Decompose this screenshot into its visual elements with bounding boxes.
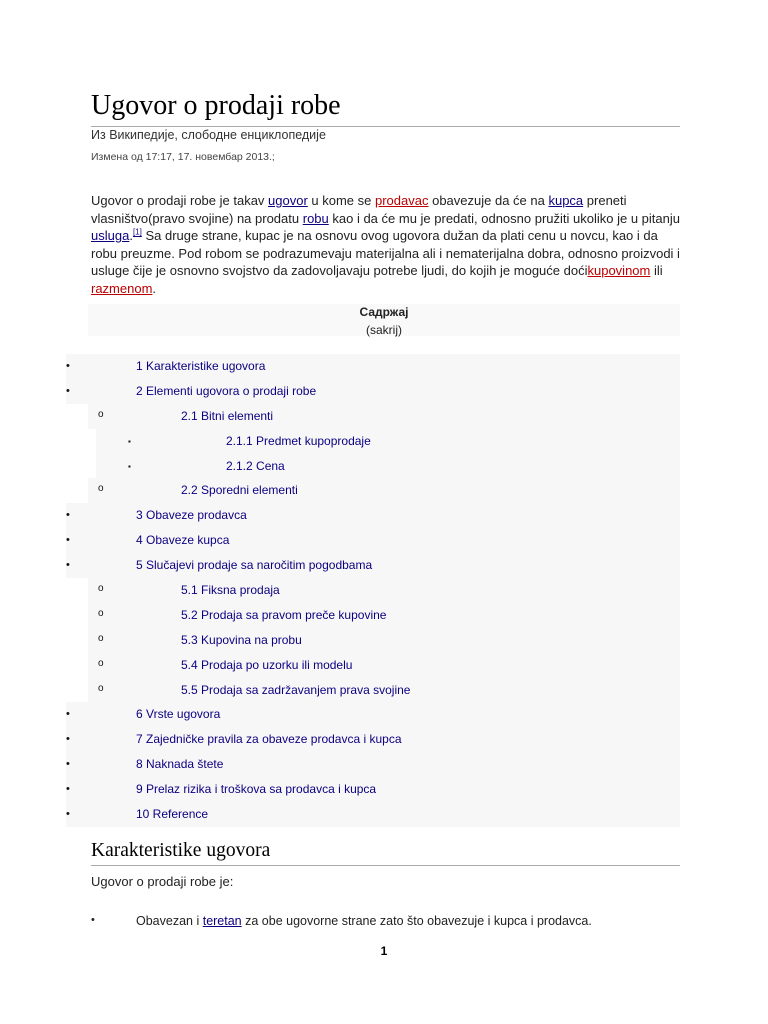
bullet-disc: • bbox=[66, 708, 70, 721]
toc-link[interactable]: 4 Obaveze kupca bbox=[136, 533, 230, 548]
page-title: Ugovor o prodaji robe bbox=[91, 90, 341, 121]
toc-item bbox=[0, 777, 768, 802]
toc-item bbox=[0, 603, 768, 628]
link-razmenom[interactable]: razmenom bbox=[91, 280, 153, 296]
toc-item bbox=[0, 553, 768, 578]
toc-item bbox=[0, 503, 768, 528]
toc-list bbox=[0, 354, 768, 827]
bullet-circle: o bbox=[98, 657, 104, 669]
bullet-disc: • bbox=[66, 509, 70, 522]
toc-item bbox=[0, 752, 768, 777]
page-subtitle: Из Википедије, слободне енциклопедије bbox=[91, 128, 326, 142]
page-number: 1 bbox=[380, 944, 388, 958]
toc-link[interactable]: 7 Zajedničke pravila za obaveze prodavca i kupca bbox=[136, 732, 402, 747]
toc-item bbox=[0, 454, 768, 479]
toc-link[interactable]: 2.1 Bitni elementi bbox=[181, 408, 274, 423]
bullet-square: ▪ bbox=[128, 436, 131, 446]
link-ugovor[interactable]: ugovor bbox=[268, 193, 308, 208]
toc-link[interactable]: 5.1 Fiksna prodaja bbox=[181, 583, 280, 598]
toc-item bbox=[0, 727, 768, 752]
list-item-text-part: Obavezan i bbox=[136, 914, 203, 928]
toc-link[interactable]: 2.1.2 Cena bbox=[226, 458, 285, 473]
toc-item bbox=[0, 404, 768, 429]
toc-link[interactable]: 2.2 Sporedni elementi bbox=[181, 483, 298, 498]
toc-link[interactable]: 5 Slučajevi prodaje sa naročitim pogodbama bbox=[136, 558, 373, 573]
bullet-circle: o bbox=[98, 483, 104, 495]
intro-text: u kome se bbox=[307, 193, 375, 208]
bullet-disc: • bbox=[66, 384, 70, 397]
bullet-disc: • bbox=[66, 733, 70, 746]
toc-item bbox=[0, 354, 768, 379]
toc-item bbox=[0, 578, 768, 603]
toc-link[interactable]: 9 Prelaz rizika i troškova sa prodavca i kupca bbox=[136, 782, 377, 797]
section-divider bbox=[91, 865, 680, 866]
revision-note: Измена од 17:17, 17. новембар 2013.; bbox=[91, 151, 275, 163]
intro-text: Ugovor o prodaji robe je takav bbox=[91, 193, 269, 208]
intro-text: Sa druge strane, kupac je na osnovu ovog ugovora dužan da plati cenu u novcu, kao i da robu preuzme. Pod robom se podrazumevaju materijalna ali i nematerijalna dobra, odnosno proizvodi i usluge čije je osnovno svojstvo da zadovoljavaju potrebe ljudi, do kojih je moguće doći bbox=[91, 228, 680, 279]
bullet-square: ▪ bbox=[128, 461, 131, 471]
toc-hide-toggle[interactable]: (sakrij) bbox=[366, 323, 402, 337]
list-item-text bbox=[136, 914, 592, 928]
intro-text: kao i da će mu je predati, odnosno pružiti ukoliko je u pitanju bbox=[328, 210, 680, 226]
link-prodavac[interactable]: prodavac bbox=[375, 193, 429, 208]
bullet-circle: o bbox=[98, 583, 104, 595]
toc-item bbox=[0, 478, 768, 503]
toc-link[interactable]: 8 Naknada štete bbox=[136, 757, 224, 772]
toc-title: Садржај bbox=[359, 305, 409, 319]
toc-link[interactable]: 1 Karakteristike ugovora bbox=[136, 359, 266, 373]
toc-link[interactable]: 5.4 Prodaja po uzorku ili modelu bbox=[181, 657, 353, 672]
bullet-circle: o bbox=[98, 408, 104, 420]
toc-item bbox=[0, 653, 768, 678]
toc-link[interactable]: 2.1.1 Predmet kupoprodaje bbox=[226, 433, 371, 448]
toc-link[interactable]: 6 Vrste ugovora bbox=[136, 707, 221, 722]
toc-link[interactable]: 10 Reference bbox=[136, 807, 209, 822]
bullet-disc: • bbox=[91, 914, 95, 926]
link-teretan[interactable]: teretan bbox=[202, 914, 242, 928]
toc-link[interactable]: 5.5 Prodaja sa zadržavanjem prava svojine bbox=[181, 682, 411, 697]
toc-item bbox=[0, 702, 768, 727]
link-kupca[interactable]: kupca bbox=[548, 193, 584, 208]
toc-link[interactable]: 2 Elementi ugovora o prodaji robe bbox=[136, 383, 317, 398]
bullet-disc: • bbox=[66, 534, 70, 547]
section-heading: Karakteristike ugovora bbox=[91, 840, 271, 861]
bullet-disc: • bbox=[66, 808, 70, 821]
toc-link[interactable]: 5.2 Prodaja sa pravom preče kupovine bbox=[181, 607, 387, 622]
link-kupovinom[interactable]: kupovinom bbox=[587, 263, 651, 279]
intro-paragraph bbox=[91, 192, 680, 298]
toc-link[interactable]: 3 Obaveze prodavca bbox=[136, 508, 247, 523]
intro-text: preneti vlasništvo(pravo svojine) na prodatu bbox=[91, 193, 627, 226]
section-intro: Ugovor o prodaji robe je: bbox=[91, 874, 234, 889]
reference-link[interactable]: [1] bbox=[132, 227, 142, 237]
toc-link[interactable]: 5.3 Kupovina na probu bbox=[181, 632, 302, 647]
intro-text: . bbox=[129, 228, 133, 244]
link-robu[interactable]: robu bbox=[302, 210, 329, 226]
intro-text: . bbox=[152, 280, 157, 296]
bullet-circle: o bbox=[98, 607, 104, 619]
intro-text: ili bbox=[650, 263, 663, 279]
bullet-circle: o bbox=[98, 682, 104, 694]
list-item-text-part: za obe ugovorne strane zato što obavezuje i kupca i prodavca. bbox=[241, 914, 592, 928]
toc-item bbox=[0, 429, 768, 454]
bullet-disc: • bbox=[66, 360, 70, 372]
bullet-disc: • bbox=[66, 559, 70, 572]
toc-item bbox=[0, 628, 768, 653]
toc-item bbox=[0, 802, 768, 827]
toc-item bbox=[0, 379, 768, 404]
toc-item bbox=[0, 678, 768, 703]
bullet-disc: • bbox=[66, 758, 70, 771]
bullet-circle: o bbox=[98, 632, 104, 644]
toc-item bbox=[0, 528, 768, 553]
intro-text: obavezuje da će na bbox=[428, 193, 549, 208]
link-usluga[interactable]: usluga bbox=[91, 228, 130, 244]
title-divider bbox=[91, 126, 680, 127]
toc-header bbox=[88, 304, 680, 336]
bullet-disc: • bbox=[66, 783, 70, 796]
